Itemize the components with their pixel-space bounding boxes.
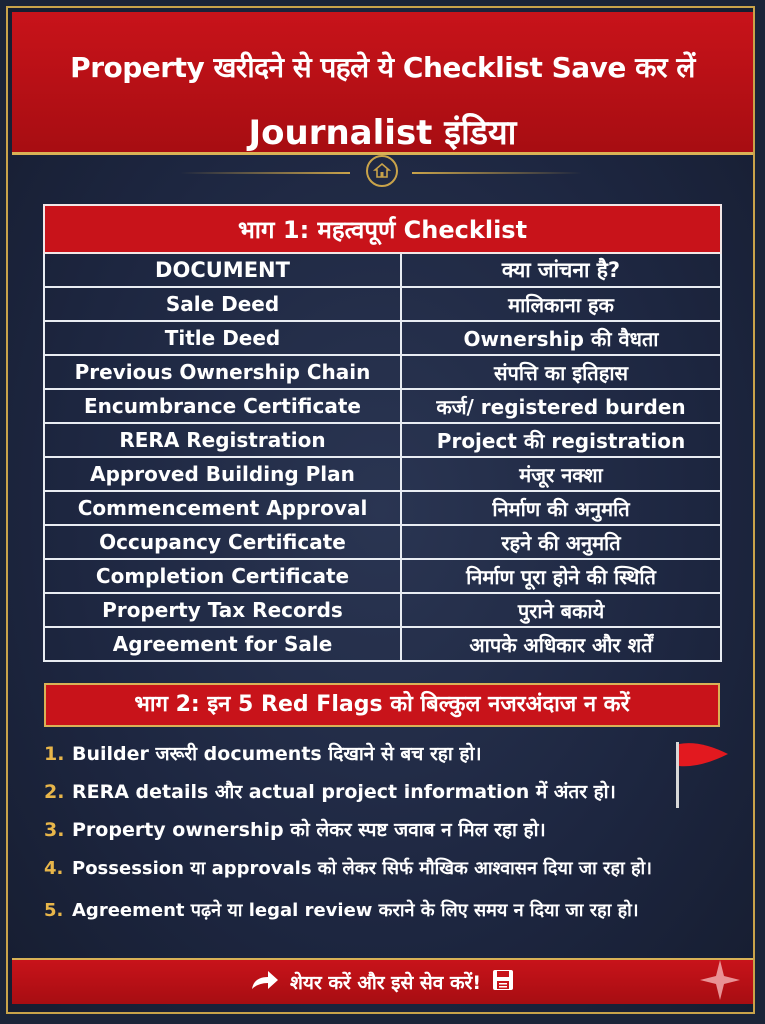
checklist-table: [43, 204, 722, 662]
document-cell: Title Deed: [44, 321, 401, 355]
check-cell: मंजूर नक्शा: [401, 457, 721, 491]
item-number: 2.: [44, 781, 65, 803]
table-row: [44, 525, 721, 559]
document-cell: Occupancy Certificate: [44, 525, 401, 559]
footer-banner: [12, 958, 753, 1004]
divider-right: [412, 172, 582, 174]
document-cell: Commencement Approval: [44, 491, 401, 525]
list-item: [44, 816, 546, 842]
part1-title: भाग 1: महत्वपूर्ण Checklist: [44, 205, 721, 253]
header-title: Property खरीदने से पहले ये Checklist Save कर लें: [70, 51, 695, 84]
part2-title: भाग 2: इन 5 Red Flags को बिल्कुल नजरअंदाज न करें: [44, 683, 720, 727]
table-row: [44, 627, 721, 661]
document-cell: RERA Registration: [44, 423, 401, 457]
check-cell: मालिकाना हक: [401, 287, 721, 321]
column-header-check: क्या जांचना है?: [401, 253, 721, 287]
table-row: [44, 457, 721, 491]
item-text: Builder जरूरी documents दिखाने से बच रहा हो।: [72, 743, 482, 765]
check-cell: निर्माण पूरा होने की स्थिति: [401, 559, 721, 593]
check-cell: कर्ज/ registered burden: [401, 389, 721, 423]
check-cell: पुराने बकाये: [401, 593, 721, 627]
column-header-document: DOCUMENT: [44, 253, 401, 287]
red-flag-icon: [670, 740, 734, 814]
header-banner: [12, 12, 753, 155]
table-row: [44, 593, 721, 627]
document-cell: Sale Deed: [44, 287, 401, 321]
divider-left: [180, 172, 350, 174]
check-cell: निर्माण की अनुमति: [401, 491, 721, 525]
document-cell: Completion Certificate: [44, 559, 401, 593]
item-text: RERA details और actual project information में अंतर हो।: [72, 781, 616, 803]
table-row: [44, 321, 721, 355]
list-item: [44, 856, 652, 880]
table-row: [44, 491, 721, 525]
list-item: [44, 898, 639, 922]
item-number: 1.: [44, 743, 65, 765]
check-cell: आपके अधिकार और शर्तें: [401, 627, 721, 661]
list-item: [44, 740, 482, 766]
document-cell: Encumbrance Certificate: [44, 389, 401, 423]
brand-name: Journalist इंडिया: [248, 113, 517, 153]
footer-label: शेयर करें और इसे सेव करें!: [290, 972, 481, 994]
item-number: 5.: [44, 900, 64, 921]
table-row: [44, 423, 721, 457]
table-row: [44, 389, 721, 423]
table-row: [44, 559, 721, 593]
share-icon[interactable]: [250, 969, 280, 996]
table-row: [44, 355, 721, 389]
document-cell: Property Tax Records: [44, 593, 401, 627]
check-cell: Ownership की वैधता: [401, 321, 721, 355]
house-icon: [366, 155, 398, 187]
item-text: Possession या approvals को लेकर सिर्फ मौखिक आश्वासन दिया जा रहा हो।: [72, 858, 652, 879]
check-cell: Project की registration: [401, 423, 721, 457]
document-cell: Approved Building Plan: [44, 457, 401, 491]
table-row: [44, 287, 721, 321]
save-icon[interactable]: [491, 968, 515, 997]
item-text: Property ownership को लेकर स्पष्ट जवाब न मिल रहा हो।: [72, 819, 546, 841]
document-cell: Previous Ownership Chain: [44, 355, 401, 389]
item-number: 4.: [44, 858, 64, 879]
check-cell: रहने की अनुमति: [401, 525, 721, 559]
check-cell: संपत्ति का इतिहास: [401, 355, 721, 389]
sparkle-icon: [698, 958, 742, 1006]
item-text: Agreement पढ़ने या legal review कराने के लिए समय न दिया जा रहा हो।: [72, 900, 639, 921]
document-cell: Agreement for Sale: [44, 627, 401, 661]
item-number: 3.: [44, 819, 65, 841]
list-item: [44, 778, 616, 804]
